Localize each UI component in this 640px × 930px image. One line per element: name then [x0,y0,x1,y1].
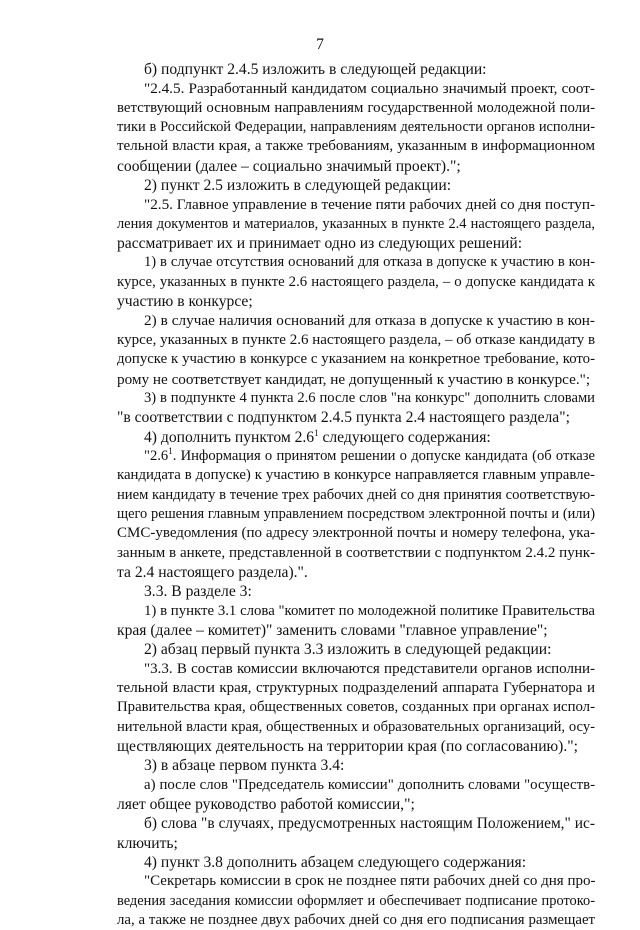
text-line [117,776,595,795]
text-fragment: 3) в подпункте 4 пункта 2.6 после слов "на конкурс" дополнить словами [144,389,595,406]
text-line-content [117,544,595,563]
text-line-content [117,389,595,408]
text-line [117,582,595,601]
text-fragment: тельной власти края, структурных подразделений аппарата Губернатора и [117,680,595,696]
text-line [117,872,595,891]
text-line-content [117,505,595,524]
text-fragment: рому не соответствует кандидат, не допущенный к участию в конкурсе."; [117,370,591,388]
text-fragment: 2) в случае наличия оснований для отказа в допуске к участию в кон- [144,312,595,330]
text-line-content [117,524,595,543]
text-line-content [117,486,595,505]
text-fragment: ществляющих деятельность на территории края (по согласованию)."; [117,738,578,756]
text-fragment: "Секретарь комиссии в срок не позднее пяти рабочих дней со дня про- [144,873,596,890]
text-line [117,273,595,292]
text-line-content [117,853,595,872]
text-line [117,157,595,176]
text-line [117,679,595,698]
text-line-content [117,176,595,195]
text-line-content [117,814,595,833]
text-fragment: . Информация о принятом решении о допуске кандидата (об отказе [172,447,595,464]
text-fragment: СМС-уведомления (по адресу электронной почты и номеру телефона, ука- [117,525,595,542]
text-fragment: курсе, указанных в пункте 2.6 настоящего раздела, – о допуске кандидата к [117,273,595,290]
text-line-content [117,563,595,582]
text-line-content [117,60,595,79]
text-line [117,253,595,272]
text-line [117,834,595,853]
text-line [117,99,595,118]
text-line [117,389,595,408]
text-line [117,795,595,814]
text-fragment: сообщении (далее – социально значимый проект)."; [117,157,461,175]
text-fragment: 4) пункт 3.8 дополнить абзацем следующего содержания: [144,854,527,872]
text-fragment: 4) дополнить пунктом 2.6 [144,428,315,446]
page-number: 7 [316,36,324,53]
text-fragment: края (далее – комитет)" заменить словами "главное управление"; [117,621,548,639]
text-line [117,370,595,389]
text-line-content [117,370,595,389]
text-fragment: а) после слов "Председатель комиссии" дополнить словами "осуществ- [144,776,595,793]
text-fragment: курсе, указанных в пункте 2.6 настоящего раздела, – об отказе кандидату в [117,331,596,348]
text-line [117,892,595,911]
text-line-content [117,737,595,756]
text-line-content [117,118,595,137]
text-fragment: рассматривает их и принимает одно из следующих решений: [117,235,523,253]
text-line [117,195,595,214]
text-line-content [117,99,595,118]
text-line-content [117,234,595,253]
text-line-content [117,273,595,292]
text-fragment: "в соответствии с подпунктом 2.4.5 пункта 2.4 настоящего раздела"; [117,409,570,427]
text-line-content [117,582,595,601]
text-line [117,311,595,330]
text-fragment: 1) в пункте 3.1 слова "комитет по молодежной политике Правительства [144,602,595,619]
text-line-content [117,253,595,272]
text-fragment: ключить; [117,834,178,852]
document-body [117,60,595,930]
text-line [117,911,595,930]
text-fragment: допуске к участию в конкурсе с указанием на конкретное требование, кото- [117,351,595,368]
text-line [117,737,595,756]
text-line-content [117,447,595,466]
text-line-content [117,311,595,330]
text-fragment: "2.5. Главное управление в течение пяти рабочих дней со дня поступ- [144,196,596,214]
text-fragment: ведения заседания комиссии оформляет и обеспечивает подписание протоко- [117,892,595,909]
text-line [117,331,595,350]
text-line [117,544,595,563]
text-line [117,350,595,369]
text-fragment: ляет общее руководство работой комиссии,"; [117,796,415,814]
text-line [117,466,595,485]
text-line-content [117,718,595,737]
text-line [117,621,595,640]
superscript: 1 [168,446,173,457]
text-fragment: 2) пункт 2.5 изложить в следующей редакции: [144,177,452,195]
text-fragment: занным в анкете, представленной в соответствии с подпунктом 2.4.2 пунк- [117,544,595,561]
text-fragment: 2) абзац первый пункта 3.3 изложить в следующей редакции: [144,641,552,659]
text-fragment: та 2.4 настоящего раздела).". [117,563,308,581]
text-line [117,698,595,717]
text-line-content [117,872,595,891]
text-fragment: следующего содержания: [318,428,491,446]
text-fragment: "2.4.5. Разработанный кандидатом социально значимый проект, соот- [144,80,595,98]
text-fragment: 3.3. В разделе 3: [144,583,252,601]
text-fragment: 3) в абзаце первом пункта 3.4: [144,757,345,775]
text-fragment: щего решения главным управлением посредством электронной почты и (или) [117,505,595,522]
text-fragment: б) подпункт 2.4.5 изложить в следующей редакции: [144,61,487,78]
text-line-content [117,466,595,485]
text-line [117,60,595,79]
text-line-content [117,79,595,98]
text-fragment: "2.6 [144,447,169,464]
text-line-content [117,215,595,234]
text-line-content [117,892,595,911]
text-line [117,428,595,447]
text-line [117,563,595,582]
text-line-content [117,756,595,775]
text-line-content [117,292,595,311]
text-line-content [117,621,595,640]
text-line [117,814,595,833]
text-line [117,408,595,427]
text-line [117,234,595,253]
text-line-content [117,795,595,814]
text-line-content [117,911,595,930]
text-line [117,756,595,775]
text-line-content [117,834,595,853]
text-line-content [117,195,595,214]
text-line-content [117,660,595,679]
text-fragment: ления документов и материалов, указанных в пункте 2.4 настоящего раздела, [117,215,595,232]
text-line-content [117,428,595,447]
text-fragment: нительной власти края, общественных и образовательных организаций, осу- [117,718,595,735]
text-fragment: 1) в случае отсутствия оснований для отказа в допуске к участию в кон- [144,254,595,271]
superscript: 1 [314,427,319,438]
text-line [117,660,595,679]
text-line [117,602,595,621]
text-fragment: участию в конкурсе; [117,293,253,311]
text-fragment: нием кандидату в течение трех рабочих дней со дня принятия соответствую- [117,486,595,503]
text-fragment: тельной власти края, а также требованиям, указанным в информационном [117,138,595,155]
text-line [117,79,595,98]
text-line [117,447,595,466]
text-line [117,640,595,659]
text-line [117,853,595,872]
text-fragment: ла, а также не позднее двух рабочих дней со дня его подписания размещает [117,912,595,929]
text-fragment: ветствующий основным направлениям государственной молодежной поли- [117,99,595,116]
text-line-content [117,602,595,621]
text-fragment: "3.3. В состав комиссии включаются представители органов исполни- [144,660,595,677]
text-line-content [117,640,595,659]
text-line-content [117,350,595,369]
text-fragment: кандидата в допуске) к участию в конкурсе направляется главным управле- [117,467,595,484]
text-line [117,137,595,156]
text-line [117,292,595,311]
text-line-content [117,776,595,795]
text-line-content [117,679,595,698]
text-line-content [117,157,595,176]
text-fragment: Правительства края, общественных советов, созданных при органах испол- [117,699,595,716]
text-line-content [117,408,595,427]
text-fragment: б) слова "в случаях, предусмотренных настоящим Положением," ис- [144,815,595,833]
text-line [117,718,595,737]
text-line [117,215,595,234]
text-line-content [117,331,595,350]
text-line [117,505,595,524]
text-line [117,118,595,137]
text-fragment: тики в Российской Федерации, направлениям деятельности органов исполни- [117,119,595,136]
text-line [117,486,595,505]
text-line [117,176,595,195]
text-line-content [117,698,595,717]
text-line-content [117,137,595,156]
text-line [117,524,595,543]
